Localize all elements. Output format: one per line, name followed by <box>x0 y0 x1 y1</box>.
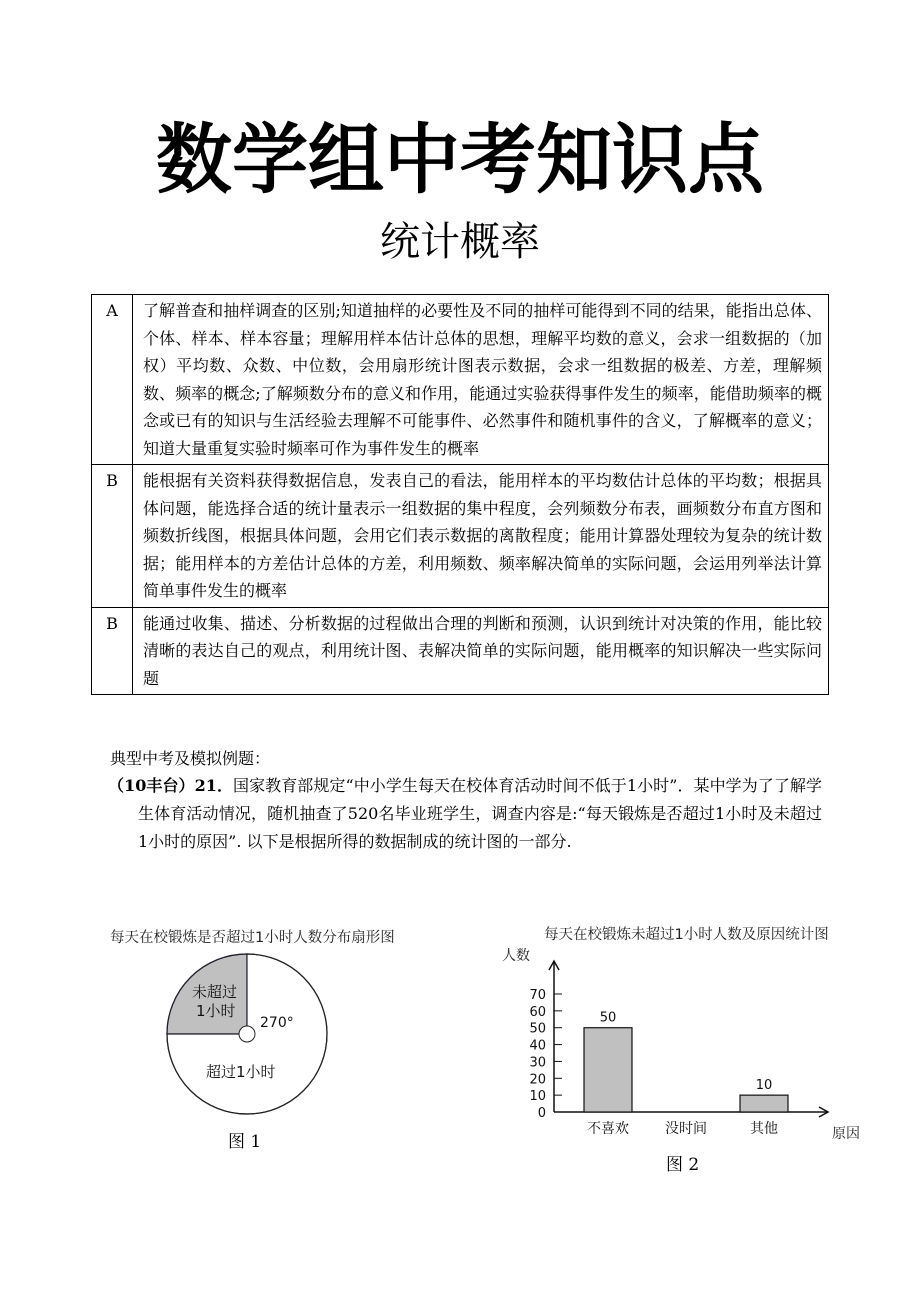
figure-2-caption: 图 2 <box>666 1155 700 1175</box>
y-tick-label: 70 <box>529 988 546 1003</box>
problem-number: 21． <box>194 776 234 795</box>
pie-slice-label: 未超过 <box>192 983 238 1001</box>
y-tick-label: 50 <box>529 1021 546 1037</box>
category-label: 不喜欢 <box>587 1121 629 1137</box>
pie-slice-label: 超过1小时 <box>206 1063 276 1081</box>
examples-heading: 典型中考及模拟例题： <box>110 749 271 768</box>
pie-angle-label: 270° <box>260 1015 294 1031</box>
pie-chart-title: 每天在校锻炼是否超过1小时人数分布扇形图 <box>110 930 395 946</box>
table-row <box>92 295 829 465</box>
description-cell: 能通过收集、描述、分析数据的过程做出合理的判断和预测，认识到统计对决策的作用，能比较清晰的表达自己的观点，利用统计图、表解决简单的实际问题，能用概率的知识解决一些实际问题 <box>133 607 829 695</box>
y-tick-label: 30 <box>529 1055 546 1071</box>
pie-chart <box>110 915 450 1155</box>
y-tick-label: 0 <box>537 1106 546 1121</box>
bar-data-label: 10 <box>755 1078 773 1094</box>
bar-chart <box>496 915 876 1150</box>
figure-1-caption: 图 1 <box>228 1132 262 1152</box>
angle-marker <box>239 1026 255 1042</box>
knowledge-table <box>91 294 829 695</box>
y-tick-label: 20 <box>529 1072 546 1088</box>
y-tick-label: 10 <box>529 1089 546 1105</box>
level-cell: B <box>92 465 133 608</box>
bar-data-label: 50 <box>599 1010 617 1026</box>
y-tick-label: 60 <box>529 1004 546 1020</box>
table-row <box>92 465 829 608</box>
y-tick-label: 40 <box>529 1038 546 1054</box>
problem-source: （10丰台） <box>108 776 195 795</box>
pie-slice-label: 1小时 <box>196 1002 236 1020</box>
category-label: 其他 <box>750 1121 778 1137</box>
page-subtitle: 统计概率 <box>380 219 540 265</box>
bar-chart-title: 每天在校锻炼未超过1小时人数及原因统计图 <box>544 927 829 943</box>
level-cell: A <box>92 295 133 465</box>
bar <box>584 1028 632 1112</box>
level-cell: B <box>92 607 133 695</box>
category-label: 没时间 <box>665 1121 707 1137</box>
y-axis-label: 人数 <box>502 948 530 964</box>
x-axis-label: 原因 <box>832 1126 860 1142</box>
description-cell: 了解普查和抽样调查的区别;知道抽样的必要性及不同的抽样可能得到不同的结果，能指出总体、个体、样本、样本容量；理解用样本估计总体的思想，理解平均数的意义，会求一组数据的（加权）平均数、众数、中位数，会用扇形统计图表示数据，会求一组数据的极差、方差，理解频数、频率的概念;了解频数分布的意义和作用，能通过实验获得事件发生的频率，能借助频率的概念或已有的知识与生活经验去理解不可能事件、必然事件和随机事件的含义，了解概率的意义；知道大量重复实验时频率可作为事件发生的概率 <box>133 295 829 465</box>
description-cell: 能根据有关资料获得数据信息，发表自己的看法，能用样本的平均数估计总体的平均数；根据具体问题，能选择合适的统计量表示一组数据的集中程度，会列频数分布表，画频数分布直方图和频数折线图，根据具体问题，会用它们表示数据的离散程度；能用计算器处理较为复杂的统计数据；能用样本的方差估计总体的方差，利用频数、频率解决简单的实际问题，会运用列举法计算简单事件发生的概率 <box>133 465 829 608</box>
table-row <box>92 607 829 695</box>
page-title: 数学组中考知识点 <box>156 115 764 204</box>
problem-21 <box>108 772 822 856</box>
bar <box>740 1095 788 1112</box>
problem-text: 国家教育部规定“中小学生每天在校体育活动时间不低于1小时”．某中学为了了解学生体育活动情况，随机抽查了520名毕业班学生，调查内容是:“每天锻炼是否超过1小时及未超过1小时的原因”. 以下是根据所得的数据制成的统计图的一部分. <box>138 776 822 851</box>
